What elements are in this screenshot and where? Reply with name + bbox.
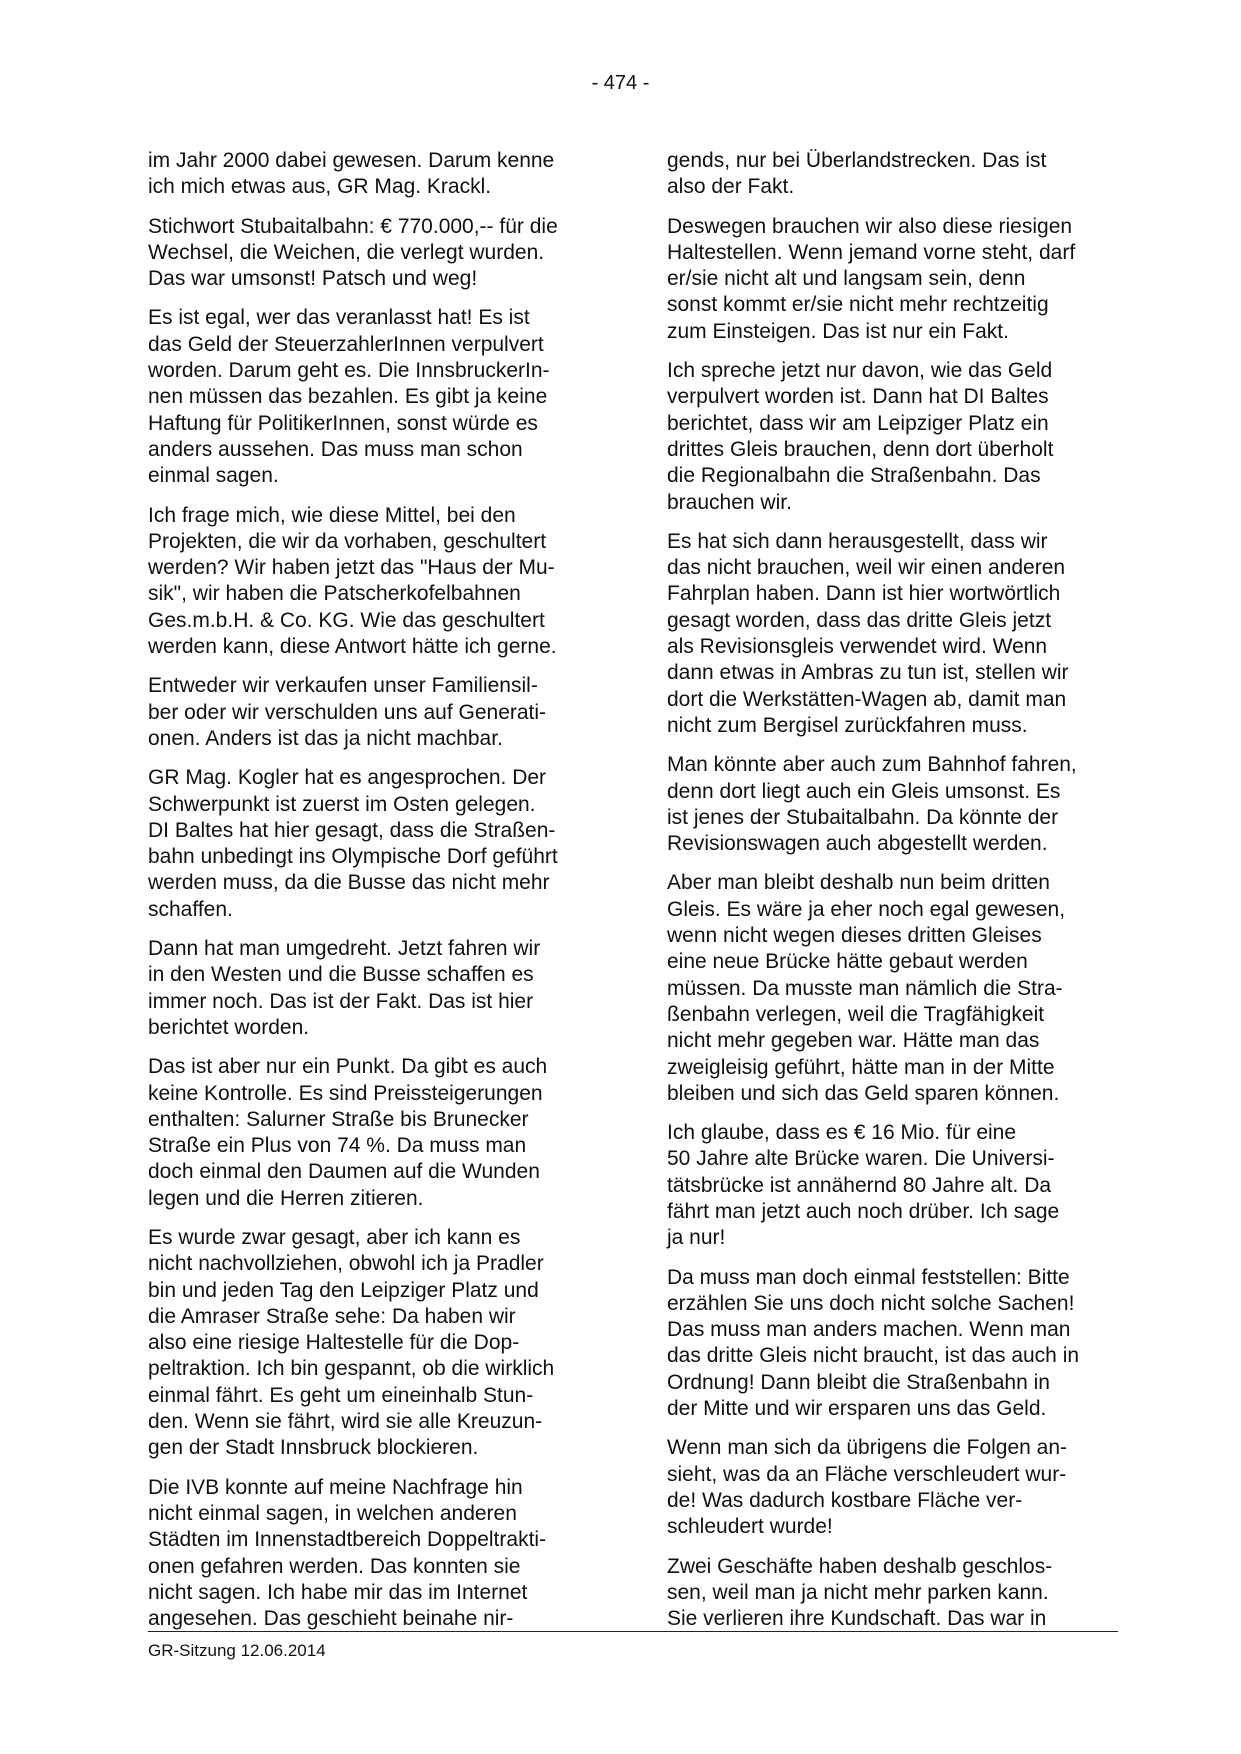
paragraph: Zwei Geschäfte haben deshalb geschlos- sen, weil man ja nicht mehr parken kann. Sie verlieren ihre Kundschaft. Das war in — [667, 1554, 1053, 1631]
paragraph: Die IVB konnte auf meine Nachfrage hin nicht einmal sagen, in welchen anderen Städten im Innenstadtbereich Doppeltrakti- onen gefahren werden. Das konnten sie nicht sagen. Ich habe mir das im Internet angesehen. Das geschieht beinahe nir- — [148, 1475, 547, 1631]
paragraph: Stichwort Stubaitalbahn: € 770.000,-- für die Wechsel, die Weichen, die verlegt wurden. Das war umsonst! Patsch und weg! — [148, 214, 558, 291]
paragraph: Ich glaube, dass es € 16 Mio. für eine 50 Jahre alte Brücke waren. Die Universi- tätsbrücke ist annähernd 80 Jahre alt. Da fährt man jetzt auch noch drüber. Ich sage ja nur! — [667, 1121, 1060, 1250]
paragraph: Entweder wir verkaufen unser Familiensil- ber oder wir verschulden uns auf Generati- onen. Anders ist das ja nicht machbar. — [148, 674, 547, 750]
paragraph: Aber man bleibt deshalb nun beim dritten Gleis. Es wäre ja eher noch egal gewesen, wenn nicht wegen dieses dritten Gleises eine neue Brücke hätte gebaut werden müssen. Da musste man nämlich die Stra- ßenbahn verlegen, weil die Tragfähigkeit nicht mehr gegeben war. Hätte man das zweigleisig geführt, hätte man in der Mitte bleiben und sich das Geld sparen können. — [667, 871, 1066, 1105]
footer-divider — [148, 1631, 1118, 1632]
paragraph: GR Mag. Kogler hat es angesprochen. Der Schwerpunkt ist zuerst im Osten gelegen. DI Baltes hat hier gesagt, dass die Straßen- bahn unbedingt ins Olympische Dorf geführt werden muss, da die Busse das nicht mehr schaffen. — [148, 766, 558, 921]
paragraph: Das ist aber nur ein Punkt. Da gibt es auch keine Kontrolle. Es sind Preissteigerungen enthalten: Salurner Straße bis Brunecker Straße ein Plus von 74 %. Da muss man doch einmal den Daumen auf die Wunden legen und die Herren zitieren. — [148, 1055, 548, 1210]
paragraph: Es wurde zwar gesagt, aber ich kann es nicht nachvollziehen, obwohl ich ja Pradler bin und jeden Tag den Leipziger Platz und die Amraser Straße sehe: Da haben wir also eine riesige Haltestelle für die Dop- peltraktion. Ich bin gespannt, ob die wirklich einmal fährt. Es geht um eineinhalb Stun- den. Wenn sie fährt, wird sie alle Kreuzun- gen der Stadt Innsbruck blockieren. — [148, 1225, 555, 1460]
right-column — [667, 148, 1113, 1645]
paragraph: Wenn man sich da übrigens die Folgen an- sieht, was da an Fläche verschleudert wur- de! Was dadurch kostbare Fläche ver- schleudert wurde! — [667, 1436, 1068, 1539]
footer-session-date: GR-Sitzung 12.06.2014 — [148, 1641, 326, 1660]
paragraph: gends, nur bei Überlandstrecken. Das ist also der Fakt. — [667, 149, 1047, 199]
left-column — [148, 148, 594, 1645]
paragraph: Man könnte aber auch zum Bahnhof fahren, denn dort liegt auch ein Gleis umsonst. Es ist jenes der Stubaitalbahn. Da könnte der Revisionswagen auch abgestellt werden. — [667, 753, 1077, 856]
paragraph: Es hat sich dann herausgestellt, dass wir das nicht brauchen, weil wir einen anderen Fahrplan haben. Dann ist hier wortwörtlich gesagt worden, dass das dritte Gleis jetzt als Revisionsgleis verwendet wird. Wenn dann etwas in Ambras zu tun ist, stellen wir dort die Werkstätten-Wagen ab, damit man nicht zum Bergisel zurückfahren muss. — [667, 529, 1069, 737]
paragraph: Ich spreche jetzt nur davon, wie das Geld verpulvert worden ist. Dann hat DI Baltes berichtet, dass wir am Leipziger Platz ein drittes Gleis brauchen, denn dort überholt die Regionalbahn die Straßenbahn. Das brauchen wir. — [667, 359, 1054, 514]
paragraph: Dann hat man umgedreht. Jetzt fahren wir in den Westen und die Busse schaffen es immer noch. Das ist der Fakt. Das ist hier berichtet worden. — [148, 937, 541, 1039]
page-number: - 474 - — [591, 72, 650, 94]
paragraph: Es ist egal, wer das veranlasst hat! Es ist das Geld der SteuerzahlerInnen verpulvert worden. Darum geht es. Die InnsbruckerIn- nen müssen das bezahlen. Es gibt ja keine Haftung für PolitikerInnen, sonst würde es anders aussehen. Das muss man schon einmal sagen. — [148, 306, 550, 488]
paragraph: Deswegen brauchen wir also diese riesigen Haltestellen. Wenn jemand vorne steht, darf er/sie nicht alt und langsam sein, denn sonst kommt er/sie nicht mehr rechtzeitig zum Einsteigen. Das ist nur ein Fakt. — [667, 214, 1076, 343]
paragraph: Ich frage mich, wie diese Mittel, bei den Projekten, die wir da vorhaben, geschultert werden? Wir haben jetzt das "Haus der Mu- sik", wir haben die Patscherkofelbahnen Ges.m.b.H. & Co. KG. Wie das geschultert werden kann, diese Antwort hätte ich gerne. — [148, 503, 557, 659]
paragraph: Da muss man doch einmal feststellen: Bitte erzählen Sie uns doch nicht solche Sachen! Das muss man anders machen. Wenn man das dritte Gleis nicht braucht, ist das auch in Ordnung! Dann bleibt die Straßenbahn in der Mitte und wir ersparen uns das Geld. — [667, 1265, 1080, 1421]
paragraph: im Jahr 2000 dabei gewesen. Darum kenne ich mich etwas aus, GR Mag. Krackl. — [148, 149, 555, 199]
